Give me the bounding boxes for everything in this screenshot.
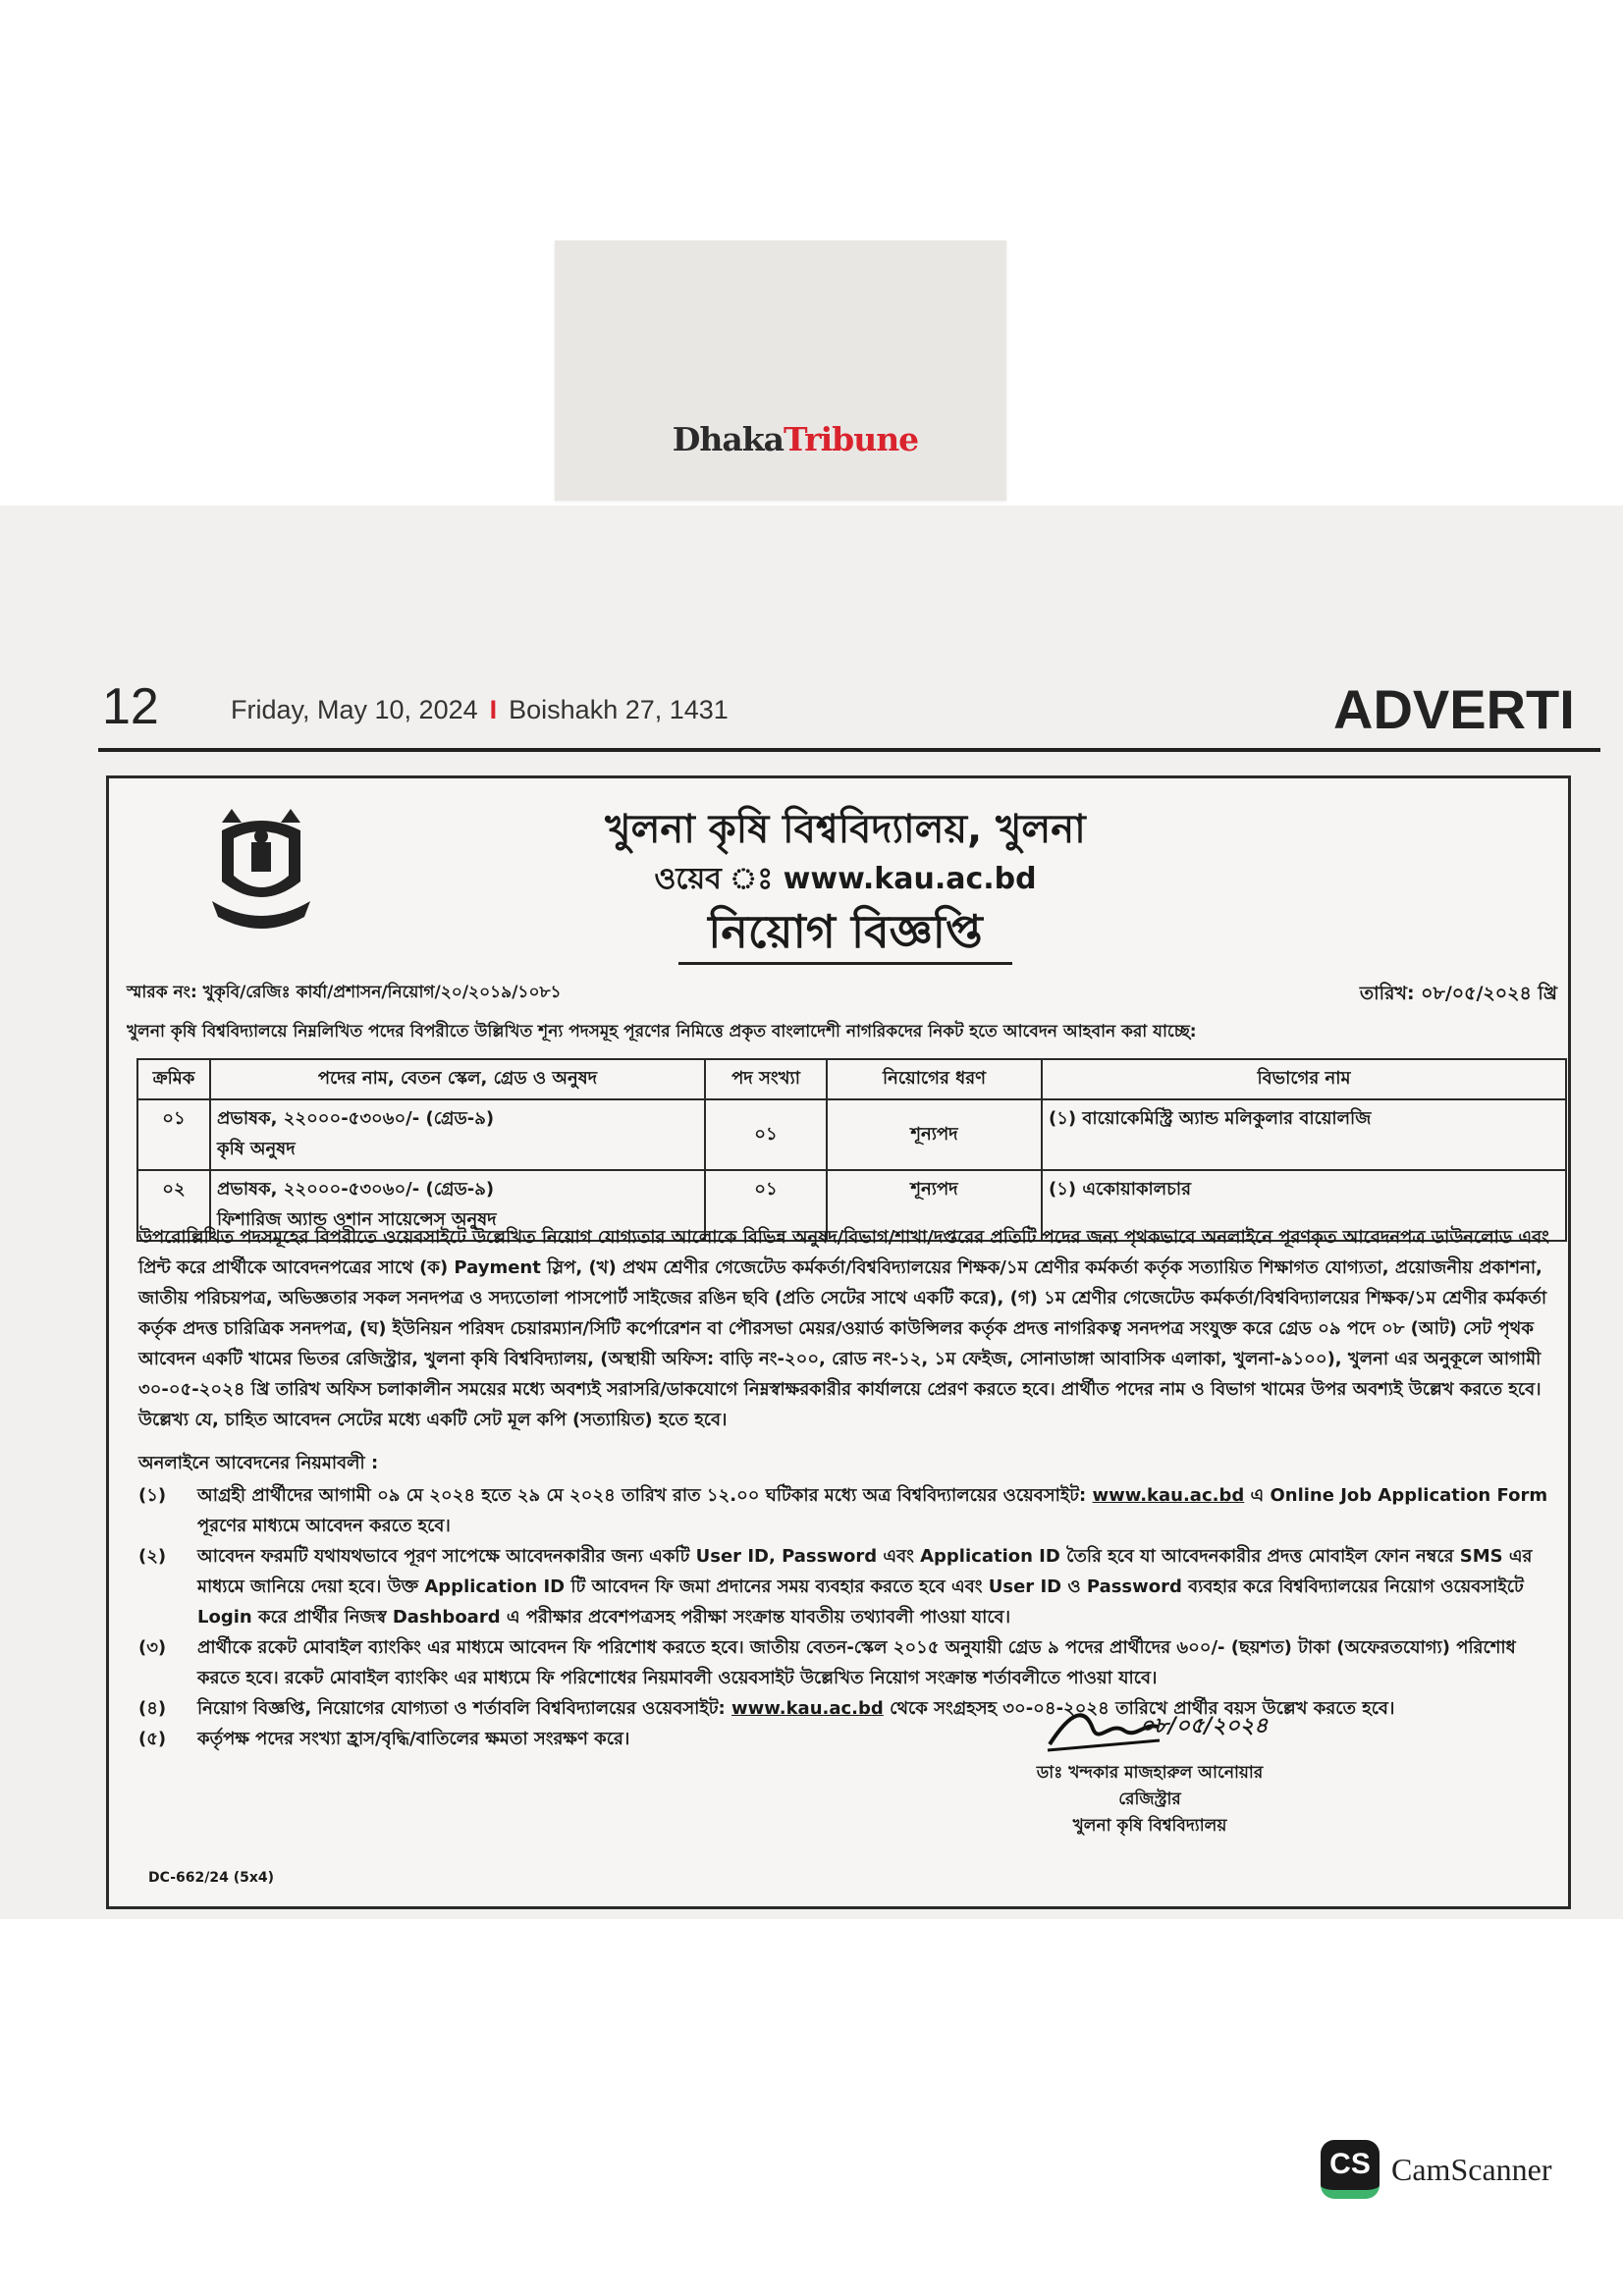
signature-date: ০৮/০৫/২০২৪ (1140, 1713, 1269, 1738)
website-link[interactable]: www.kau.ac.bd (1092, 1485, 1245, 1506)
rules-list (138, 1480, 1552, 1754)
row-department: (১) বায়োকেমিস্ট্রি অ্যান্ড মলিকুলার বায়োলজি (1042, 1099, 1566, 1170)
camscanner-icon: CS (1321, 2140, 1380, 2199)
masthead-logo: DhakaTribune (672, 420, 919, 458)
post-faculty: কৃষি অনুষদ (217, 1139, 296, 1159)
signatory-org: খুলনা কৃষি বিশ্ববিদ্যালয় (1072, 1816, 1227, 1836)
list-item: (৪) নিয়োগ বিজ্ঞপ্তি, নিয়োগের যোগ্যতা ও শর্তাবলি বিশ্ববিদ্যালয়ের ওয়েবসাইট: www.kau.ac.bd থেকে সংগ্রহসহ ৩০-০৪-২০২৪ তারিখে প্রার্থীর বয়স উল্লেখ করতে হবে। (138, 1698, 1395, 1719)
ad-code: DC-662/24 (5x4) (148, 1870, 275, 1886)
page-number: 12 (102, 678, 159, 735)
website-link[interactable]: www.kau.ac.bd (731, 1698, 884, 1719)
row-serial: ০২ (137, 1170, 210, 1241)
signatory-name: ডাঃ খন্দকার মাজহারুল আনোয়ার (1036, 1763, 1264, 1783)
header-type: নিয়োগের ধরণ (827, 1059, 1042, 1099)
job-advertisement (106, 775, 1571, 1909)
issue-date: Friday, May 10, 2024 I Boishakh 27, 1431 (231, 695, 729, 724)
header-serial: ক্রমিক (137, 1059, 210, 1099)
heading-underline (678, 962, 1012, 965)
row-type: শূন্যপদ (827, 1099, 1042, 1170)
header-post: পদের নাম, বেতন স্কেল, গ্রেড ও অনুষদ (210, 1059, 705, 1099)
row-count: ০১ (705, 1170, 827, 1241)
post-title: প্রভাষক, ২২০০০-৫৩০৬০/- (গ্রেড-৯) (217, 1179, 495, 1200)
university-crest-icon (202, 803, 320, 940)
signatory-designation: রেজিস্ট্রার (1118, 1789, 1181, 1809)
post-faculty: ফিশারিজ অ্যান্ড ওশান সায়েন্সেস অনুষদ (217, 1209, 497, 1230)
row-department: (১) একোয়াকালচার (1042, 1170, 1566, 1241)
page-folio (98, 677, 1600, 752)
application-instructions: উপরোল্লিখিত পদসমূহের বিপরীতে ওয়েবসাইটে উল্লেখিত নিয়োগ যোগ্যতার আলোকে বিভিন্ন অনুষদ/বিভাগ/শাখা/দপ্তরের প্রতিটি পদের জন্য পৃথকভাবে অনলাইনে পূরণকৃত আবেদনপত্র ডাউনলোড এবং প্রিন্ট করে প্রার্থীকে আবেদনপত্রের সাথে (ক) Payment স্লিপ, (খ) প্রথম শ্রেণীর গেজেটেড কর্মকর্তা/বিশ্ববিদ্যালয়ের শিক্ষক/১ম শ্রেণীর কর্মকর্তা কর্তৃক সত্যায়িত শিক্ষাগত যোগ্যতা, প্রয়োজনীয় প্রকাশনা, জাতীয় পরিচয়পত্র, অভিজ্ঞতার সকল সনদপত্র ও সদ্যতোলা পাসপোর্ট সাইজের রঙিন ছবি (প্রতি সেটের সাথে একটি করে), (গ) ১ম শ্রেণীর গেজেটেড কর্মকর্তা/বিশ্ববিদ্যালয়ের শিক্ষক/১ম শ্রেণীর কর্মকর্তা কর্তৃক প্রদত্ত চারিত্রিক সনদপত্র, (ঘ) ইউনিয়ন পরিষদ চেয়ারম্যান/সিটি কর্পোরেশন বা পৌরসভা মেয়র/ওয়ার্ড কাউন্সিলর কর্তৃক প্রদত্ত নাগরিকত্ব সনদপত্র সংযুক্ত করে গ্রেড ০৯ পদে ০৮ (আট) সেট পৃথক আবেদন একটি খামের ভিতর রেজিস্ট্রার, খুলনা কৃষি বিশ্ববিদ্যালয়, (অস্থায়ী অফিস: বাড়ি নং-২০০, রোড নং-১২, ১ম ফেইজ, সোনাডাঙ্গা আবাসিক এলাকা, খুলনা-৯১০০), খুলনা এর অনুকূলে আগামী ৩০-০৫-২০২৪ খ্রি তারিখ অফিস চলাকালীন সময়ের মধ্যে অবশ্যই সরাসরি/ডাকযোগে নিম্নস্বাক্ষরকারীর কার্যালয়ে প্রেরণ করতে হবে। প্রার্থীত পদের নাম ও বিভাগ খামের উপর অবশ্যই উল্লেখ করতে হবে। উল্লেখ্য যে, চাহিত আবেদন সেটের মধ্যে একটি সেট মূল কপি (সত্যায়িত) হতে হবে। (138, 1227, 1549, 1430)
row-serial: ০১ (137, 1099, 210, 1170)
list-item: (২) আবেদন ফরমটি যথাযথভাবে পূরণ সাপেক্ষে আবেদনকারীর জন্য একটি User ID, Password এবং Application ID তৈরি হবে যা আবেদনকারীর প্রদত্ত মোবাইল ফোন নম্বরে SMS এর মাধ্যমে জানিয়ে দেয়া হবে। উক্ত Application ID টি আবেদন ফি জমা প্রদানের সময় ব্যবহার করতে হবে এবং User ID ও Password ব্যবহার করে বিশ্ববিদ্যালয়ের নিয়োগ ওয়েবসাইটে Login করে প্রার্থীর নিজস্ব Dashboard এ পরীক্ষার প্রবেশপত্রসহ পরীক্ষা সংক্রান্ত যাবতীয় তথ্যাবলী পাওয়া যাবে। (138, 1546, 1533, 1628)
memo-number: স্মারক নং: খুকৃবি/রেজিঃ কার্যা/প্রশাসন/নিয়োগ/২০/২০১৯/১০৮১ (127, 983, 562, 1002)
list-item: (১) আগ্রহী প্রার্থীদের আগামী ০৯ মে ২০২৪ হতে ২৯ মে ২০২৪ তারিখ রাত ১২.০০ ঘটিকার মধ্যে অত্র বিশ্ববিদ্যালয়ের ওয়েবসাইট: www.kau.ac.bd এ Online Job Application Form পূরণের মাধ্যমে আবেদন করতে হবে। (138, 1485, 1548, 1536)
header-department: বিভাগের নাম (1042, 1059, 1566, 1099)
row-type: শূন্যপদ (827, 1170, 1042, 1241)
intro-text: খুলনা কৃষি বিশ্ববিদ্যালয়ে নিম্নলিখিত পদের বিপরীতে উল্লিখিত শূন্য পদসমূহ পূরণের নিমিত্তে প্রকৃত বাংলাদেশী নাগরিকদের নিকট হতে আবেদন আহবান করা যাচ্ছে: (127, 1022, 1197, 1041)
camscanner-label: CamScanner (1391, 2152, 1552, 2187)
university-title: খুলনা কৃষি বিশ্ববিদ্যালয়, খুলনা (605, 807, 1086, 852)
post-title: প্রভাষক, ২২০০০-৫৩০৬০/- (গ্রেড-৯) (217, 1108, 495, 1129)
row-post (210, 1099, 705, 1170)
section-label: ADVERTI (1333, 678, 1575, 740)
table-row (137, 1099, 1566, 1170)
signature-block (973, 1760, 1326, 1840)
header-count: পদ সংখ্যা (705, 1059, 827, 1099)
list-item: (৩) প্রার্থীকে রকেট মোবাইল ব্যাংকিং এর মাধ্যমে আবেদন ফি পরিশোধ করতে হবে। জাতীয় বেতন-স্কেল ২০১৫ অনুযায়ী গ্রেড ৯ পদের প্রার্থীদের ৬০০/- (ছয়শত) টাকা (অফেরতযোগ্য) পরিশোধ করতে হবে। রকেট মোবাইল ব্যাংকিং এর মাধ্যমে ফি পরিশোধের নিয়মাবলী ওয়েবসাইট উল্লেখিত নিয়োগ সংক্রান্ত শর্তাবলীতে পাওয়া যাবে। (138, 1637, 1516, 1688)
row-count: ০১ (705, 1099, 827, 1170)
rules-heading: অনলাইনে আবেদনের নিয়মাবলী : (138, 1453, 379, 1473)
notice-heading: নিয়োগ বিজ্ঞপ্তি (708, 905, 983, 958)
university-website: ওয়েব ঃ www.kau.ac.bd (654, 862, 1037, 896)
camscanner-watermark (1321, 2140, 1623, 2209)
list-item: (৫) কর্তৃপক্ষ পদের সংখ্যা হ্রাস/বৃদ্ধি/বাতিলের ক্ষমতা সংরক্ষণ করে। (138, 1729, 630, 1749)
memo-date: তারিখ: ০৮/০৫/২০২৪ খ্রি (1359, 983, 1557, 1004)
posts-table (136, 1058, 1567, 1242)
